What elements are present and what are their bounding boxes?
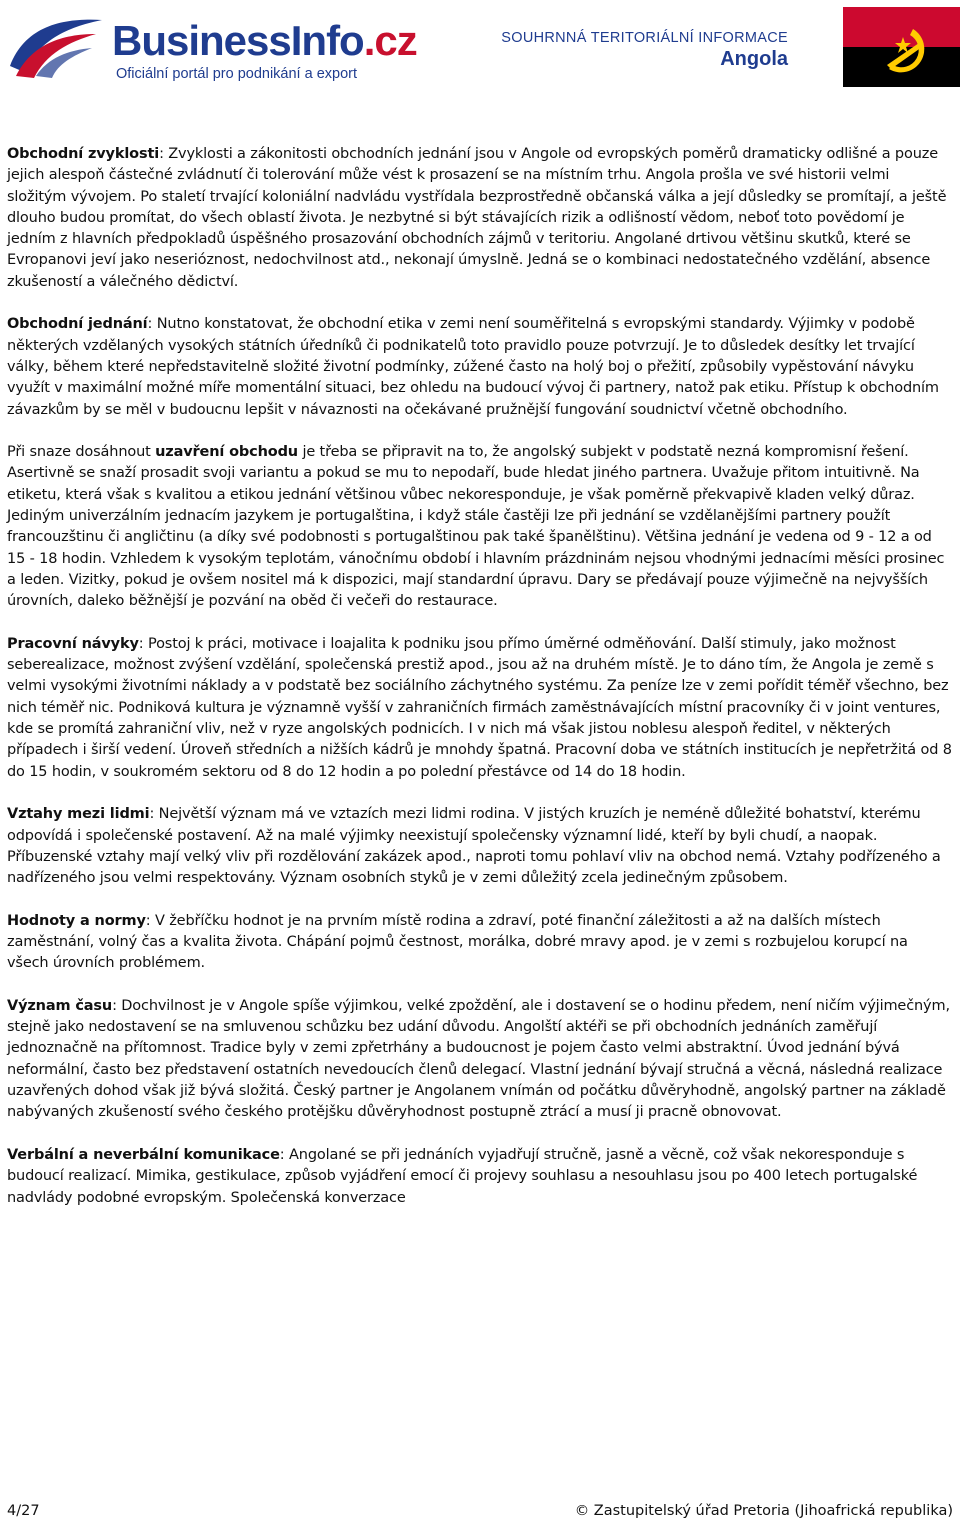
section-text: Nutno konstatovat, že obchodní etika v zemi není souměřitelná s evropskými standardy. Výjimky v podobě některých vzdělaných vysokých státních úředníků či podnikatelů toto pravidlo pouze potvrzují. Je to důsledek desítky let trvající války, během které nepředstavitelně složité životní podmínky, zúžené často na holý boj o přežití, způsobily vypěstování návyku využít v maximální možné míře momentální situaci, bez ohledu na budoucí vývoj či partnery, natož pak etiku. Přístup k obchodním závazkům by se měl v budoucnu lepšit v návaznosti na očekávané pružnější fungování soudnictví včetně obchodního.	[7, 316, 939, 418]
section-paragraph	[7, 634, 953, 783]
section-paragraph	[7, 314, 953, 420]
section-heading: Obchodní jednání	[7, 316, 148, 333]
section-paragraph	[7, 996, 953, 1124]
section-text: V žebříčku hodnot je na prvním místě rodina a zdraví, poté finanční záležitosti a až na dalších místech zaměstnání, volný čas a kvalita života. Chápání pojmů čestnost, morálka, dobré mravy apod. je v zemi s rozbujelou korupcí na všech úrovních problémem.	[7, 912, 908, 972]
section-text: Zvyklosti a zákonitosti obchodních jednání jsou v Angole od evropských poměrů dramaticky odlišné a pouze jejich alespoň částečné zvládnutí či tolerování může vést k prosazení se na místním trhu. Angola prošla ve své historii velmi složitým vývojem. Po staletí trvající koloniální nadvládu vystřídala bezprostředně občanská válka a její důsledky se promítají, a ještě dlouho budou promítat, do všech oblastí života. Je nezbytné si být stávajících rizik a odlišností vědom, neboť toto povědomí je jedním z hlavních předpokladů úspěšného prosazování obchodních zájmů v teritoriu. Angolané drtivou většinu skutků, které se Evropanovi jeví jako neserióznost, nedochvilnost atd., nekonají úmyslně. Jedná se o kombinaci nedostatečného vzdělání, absence zkušeností a válečného dědictví.	[7, 146, 947, 290]
page-number: 4/27	[7, 1503, 40, 1519]
section-text: je třeba se připravit na to, že angolský subjekt v podstatě nezná kompromisní řešení. Asertivně se snaží prosadit svoji variantu a pokud se mu to nepodaří, bude hledat jiného partnera. Uvažuje přitom intuitivně. Na etiketu, která však s kvalitou a etikou jednání většinou vůbec nekoresponduje, je však poměrně překvapivě kladen velký důraz. Jediným univerzálním jednacím jazykem je portugalština, i když stále častěji lze při jednání se vzdělanějšími partnery použít francouzštinu či angličtinu (a díky své podobnosti s portugalštinou pak také španělštinu). Většina jednání je vedena od 9 - 12 a od 15 - 18 hodin. Vzhledem k vysokým teplotám, vánočnímu období i hlavním prázdninám nejsou vhodnými jednacími měsíci prosinec a leden. Vizitky, pokud je ovšem nositel má k dispozici, mají standardní úpravu. Dary se předávají pouze výjimečně na nejvyšších úrovních, daleko běžnější je pozvání na oběd či večeři do restaurace.	[7, 444, 945, 610]
section-text: Postoj k práci, motivace i loajalita k podniku jsou přímo úměrné odměňování. Další stimuly, jako možnost seberealizace, možnost zvýšení vzdělání, společenská prestiž apod., jsou až na druhém místě. Je to dáno tím, že Angola je země s velmi vysokými životními náklady a v podstatě bez sociálního záchytného systému. Za peníze lze v zemi pořídit téměř všechno, bez nich téměř nic. Podniková kultura je významně vyšší v zahraničních firmách zaměstnávajících místní pracovníky či v joint ventures, kde se promítá zahraniční vliv, než v ryze angolských podnicích. I v nich má však jistou noblesu alespoň ředitel, v některých případech i širší vedení. Úroveň středních a nižších kádrů je mnohdy špatná. Pracovní doba ve státních institucích je nepřetržitá od 8 do 15 hodin, v soukromém sektoru od 8 do 12 hodin a po polední přestávce od 14 do 18 hodin.	[7, 635, 952, 780]
angola-flag-icon	[843, 7, 960, 87]
section-label: SOUHRNNÁ TERITORIÁLNÍ INFORMACE	[501, 30, 788, 46]
section-heading: Pracovní návyky	[7, 635, 139, 652]
businessinfo-logo[interactable]	[6, 6, 417, 86]
logo-title-suffix: .cz	[363, 17, 417, 64]
logo-title	[112, 17, 417, 64]
section-paragraph	[7, 144, 953, 293]
copyright-icon: ©	[574, 1503, 590, 1519]
section-heading-separator: :	[279, 1146, 285, 1163]
emphasis-text: uzavření obchodu	[155, 444, 298, 461]
section-heading: Obchodní zvyklosti	[7, 146, 160, 162]
copyright-notice	[575, 1502, 953, 1520]
section-paragraph	[7, 911, 953, 975]
section-heading: Význam času	[7, 997, 113, 1014]
section-heading-separator: :	[149, 806, 155, 823]
country-title: Angola	[720, 48, 788, 70]
section-text: Dochvilnost je v Angole spíše výjimkou, velké zpoždění, ale i dostavení se o hodinu předem, není ničím výjimečným, stejně jako nedostavení se na smluvenou schůzku bez udání důvodu. Angolští aktéři se při obchodních jednáních zaměřují jednoznačně na přítomnost. Tradice byly v zemi zpřetrhány a budoucnost je pojem často velmi abstraktní. Úvod jednání bývá neformální, často bez představení ostatních nevedoucích členů delegací. Vlastní jednání bývají stručná a věcná, následná realizace uzavřených dohod však již bývá složitá. Český partner je Angolanem vnímán od počátku důvěryhodně, angolský partner na základě nabývaných zkušeností svého českého protějšku důvěryhodnost postupně ztrácí a musí ji pracně obnovovat.	[7, 997, 950, 1121]
section-text: Angolané se při jednáních vyjadřují stručně, jasně a věcně, což však nekoresponduje s budoucí realizací. Mimika, gestikulace, způsob vyjádření emocí či projevy souhlasu a nesouhlasu jsou po 400 letech portugalské nadvlády podobné evropským. Společenská konverzace	[7, 1146, 918, 1206]
section-heading-separator: :	[138, 635, 144, 652]
section-heading: Vztahy mezi lidmi	[7, 806, 150, 823]
section-paragraph	[7, 1145, 953, 1209]
document-body	[7, 144, 953, 1230]
section-heading-separator: :	[147, 316, 153, 333]
section-paragraph	[7, 804, 953, 889]
section-heading-separator: :	[112, 997, 117, 1014]
section-heading: Hodnoty a normy	[7, 912, 146, 929]
copyright-text: Zastupitelský úřad Pretoria (Jihoafrická republika)	[593, 1503, 953, 1519]
header-info	[501, 30, 788, 71]
businessinfo-logo-mark-icon	[6, 14, 106, 78]
logo-title-main: BusinessInfo	[112, 17, 364, 64]
section-paragraph	[7, 442, 953, 612]
section-heading: Verbální a neverbální komunikace	[7, 1146, 280, 1163]
section-text: Největší význam má ve vztazích mezi lidmi rodina. V jistých kruzích je neméně důležité bohatství, kterému odpovídá i společenské postavení. Až na malé výjimky neexistují společensky významní lidé, kteří by byli chudí, a naopak. Příbuzenské vztahy mají velký vliv při rozdělování zakázek apod., naproti tomu pohlaví vliv na obchod nemá. Vztahy podřízeného a nadřízeného jsou velmi respektovány. Význam osobních styků je v zemi důležitý zcela jedinečným způsobem.	[7, 806, 941, 887]
section-heading-separator: :	[145, 912, 151, 929]
page-header	[0, 0, 960, 100]
section-heading-separator: :	[159, 146, 164, 162]
logo-subtitle: Oficiální portál pro podnikání a export	[116, 66, 357, 82]
section-text: Při snaze dosáhnout	[7, 444, 156, 461]
